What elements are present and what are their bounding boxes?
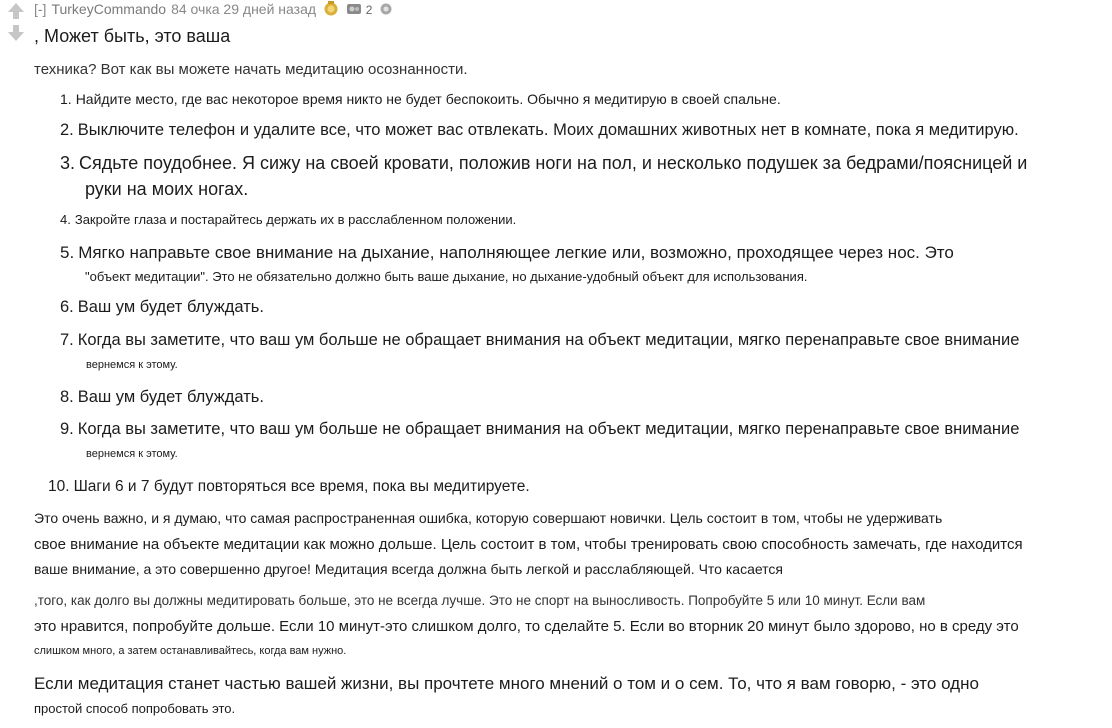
list-item: 8. Ваш ум будет блуждать. <box>60 388 264 406</box>
list-item: 9. Когда вы заметите, что ваш ум больше не обращает внимания на объект медитации, мягко перенаправьте свое внимание <box>60 420 1020 438</box>
gold-award-icon <box>323 1 339 19</box>
list-item: 2. Выключите телефон и удалите все, что может вас отвлекать. Моих домашних животных нет в комнате, пока я медитирую. <box>60 121 1019 139</box>
intro-line-2: техника? Вот как вы можете начать медитацию осознанности. <box>34 61 468 78</box>
paragraph-line: ,того, как долго вы должны медитировать больше, это не всегда лучше. Это не спорт на выносливость. Попробуйте 5 или 10 минут. Если вам <box>34 593 926 608</box>
list-item: 10. Шаги 6 и 7 будут повторяться все время, пока вы медитируете. <box>48 478 530 495</box>
paragraph-line: ваше внимание, а это совершенно другое! Медитация всегда должна быть легкой и расслабляющей. Что касается <box>34 561 784 577</box>
paragraph-line: простой способ попробовать это. <box>34 701 236 716</box>
list-item-continuation: вернемся к этому. <box>86 448 178 460</box>
upvote-arrow-icon[interactable] <box>6 2 26 20</box>
award-icon <box>346 1 362 19</box>
silver-award-icon <box>379 2 393 19</box>
downvote-arrow-icon[interactable] <box>6 24 26 42</box>
paragraph-line: свое внимание на объекте медитации как можно дольше. Цель состоит в том, чтобы тренировать свою способность замечать, где находится <box>34 536 1023 553</box>
list-item: 6. Ваш ум будет блуждать. <box>60 298 264 316</box>
collapse-toggle[interactable]: [-] <box>34 1 47 17</box>
comment-meta: 84 очка 29 дней назад <box>171 1 317 17</box>
paragraph-line: Это очень важно, и я думаю, что самая распространенная ошибка, которую совершают новички. Цель состоит в том, чтобы не удерживать <box>34 510 943 526</box>
list-item: 4. Закройте глаза и постарайтесь держать их в расслабленном положении. <box>60 212 517 227</box>
list-item: 5. Мягко направьте свое внимание на дыхание, наполняющее легкие или, возможно, проходящее через нос. Это <box>60 243 954 262</box>
author-link[interactable]: TurkeyCommando <box>51 1 167 17</box>
list-item-continuation: руки на моих ногах. <box>85 179 249 199</box>
list-item: 7. Когда вы заметите, что ваш ум больше не обращает внимания на объект медитации, мягко перенаправьте свое внимание <box>60 331 1020 349</box>
paragraph-line: Если медитация станет частью вашей жизни, вы прочтете много мнений о том и о сем. То, что я вам говорю, - это одно <box>34 674 979 693</box>
intro-line-1: , Может быть, это ваша <box>34 26 231 46</box>
list-item: 1. Найдите место, где вас некоторое время никто не будет беспокоить. Обычно я медитирую в своей спальне. <box>60 91 781 107</box>
paragraph-line: слишком много, а затем останавливайтесь, когда вам нужно. <box>34 645 347 657</box>
paragraph-line: это нравится, попробуйте дольше. Если 10 минут-это слишком долго, то сделайте 5. Если во вторник 20 минут было здорово, но в среду это <box>34 618 1019 635</box>
list-item-continuation: вернемся к этому. <box>86 359 178 371</box>
list-item-continuation: "объект медитации". Это не обязательно должно быть ваше дыхание, но дыхание-удобный объект для использования. <box>85 269 808 284</box>
comment-header <box>34 1 393 19</box>
awards-count: 2 <box>365 3 373 17</box>
list-item: 3. Сядьте поудобнее. Я сижу на своей кровати, положив ноги на пол, и несколько подушек за бедрами/поясницей и <box>60 153 1028 173</box>
